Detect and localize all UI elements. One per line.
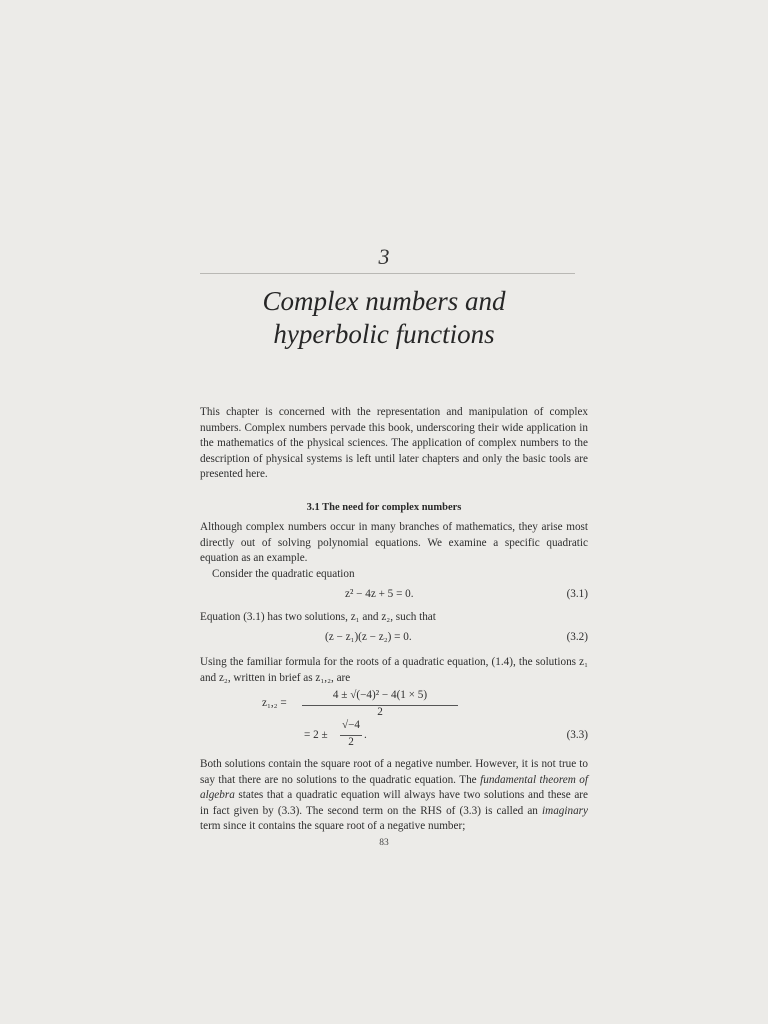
equation-3-3-second-numerator: √−4 [341,719,361,731]
paragraph-5-emphasis-imaginary: imaginary [542,804,588,817]
equation-3-3-period: . [364,729,367,741]
paragraph-5-text-b: states that a quadratic equation will always have two solutions and these are in fact given by (3.3). The second term on the RHS of (3.3) is called an [200,789,588,817]
equation-3-3-second-denominator: 2 [348,736,354,748]
equation-number-3-2: (3.2) [566,631,588,643]
equation-3-3-second-line-prefix: = 2 ± [304,729,328,741]
equation-number-3-3: (3.3) [566,729,588,741]
paragraph-4: Using the familiar formula for the roots of a quadratic equation, (1.4), the solutions z₁ and z₂, written in brief as z₁,₂, are [200,656,588,684]
section-heading: 3.1 The need for complex numbers [306,502,462,513]
paragraph-5-text-c: term since it contains the square root of a negative number; [200,820,466,833]
paragraph-5 [200,757,588,835]
chapter-title-line-2: hyperbolic functions [273,319,495,349]
chapter-title-line-1: Complex numbers and [262,286,506,316]
paragraph-2: Consider the quadratic equation [212,568,355,580]
equation-number-3-1: (3.1) [566,588,588,600]
equation-3-3-lhs: z₁,₂ = [262,697,287,709]
page-number: 83 [379,838,389,848]
chapter-intro: This chapter is concerned with the representation and manipulation of complex numbers. Complex numbers pervade this book, underscoring their wide application in the mathematics of the physical sciences. The application of complex numbers to the description of physical systems is left until later chapters and only the basic tools are presented here. [200,406,588,481]
paragraph-1: Although complex numbers occur in many branches of mathematics, they arise most directly out of solving polynomial equations. We examine a specific quadratic equation as an example. [200,521,588,565]
chapter-number: 3 [378,244,390,269]
equation-3-1: z² − 4z + 5 = 0. [345,588,414,600]
chapter-title [0,285,768,351]
equation-3-2: (z − z₁)(z − z₂) = 0. [325,631,412,643]
chapter-rule [200,273,575,274]
equation-3-3-denominator: 2 [377,706,383,718]
paragraph-3: Equation (3.1) has two solutions, z₁ and z₂, such that [200,611,436,623]
paragraph-5-emphasis-theorem: fundamental theorem of algebra [200,773,588,802]
equation-3-3-numerator: 4 ± √(−4)² − 4(1 × 5) [332,689,428,701]
paragraph-5-text-a: Both solutions contain the square root of a negative number. However, it is not true to say that there are no solutions to the quadratic equation. The [200,758,588,786]
